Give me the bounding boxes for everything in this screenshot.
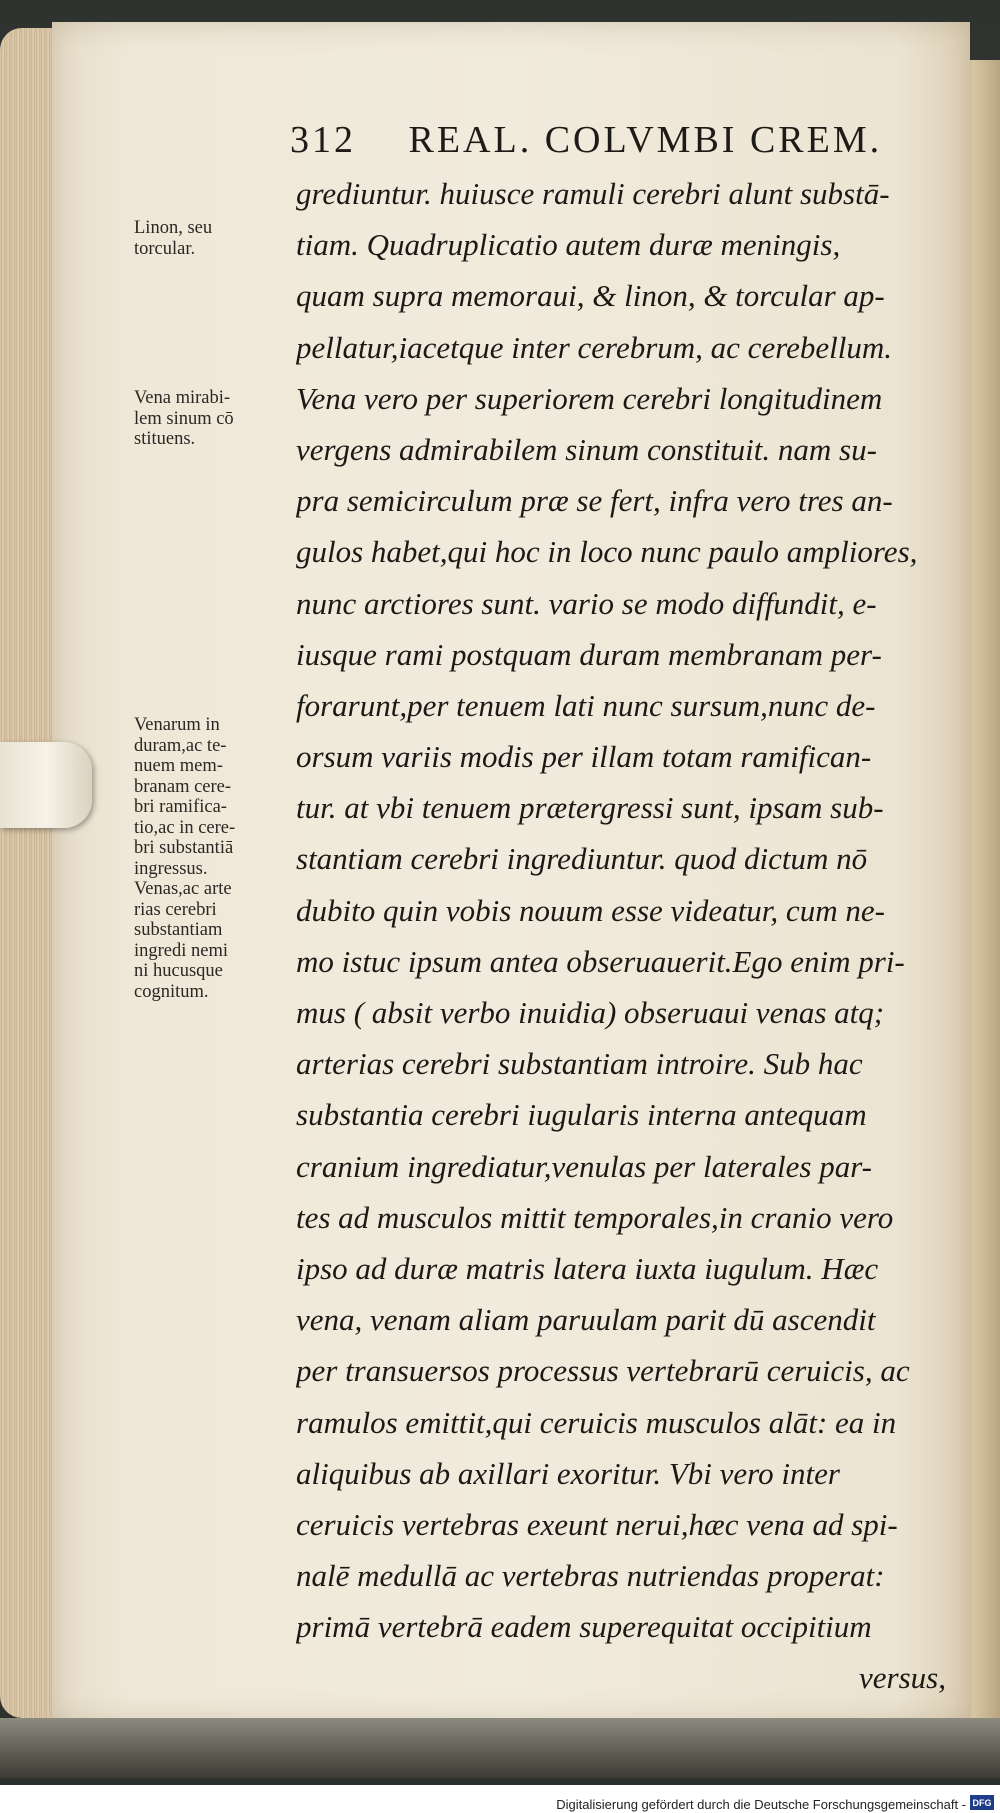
dfg-logo-icon [970, 1795, 994, 1810]
margin-note-line: ingressus. [134, 858, 208, 879]
text-line: dubito quin vobis nouum esse videatur, cum ne- [296, 892, 885, 928]
text-line: mo istuc ipsum antea obseruauerit.Ego enim pri- [296, 943, 905, 979]
page-number: 312 [290, 119, 356, 161]
body-text [296, 168, 956, 1704]
text-line: grediuntur. huiusce ramuli cerebri alunt substā- [296, 176, 890, 211]
text-line: ramulos emittit,qui ceruicis musculos alāt: ea in [296, 1404, 897, 1440]
margin-note-line: Venas,ac arte [134, 879, 232, 899]
running-title: REAL. COLVMBI CREM. [408, 119, 883, 161]
text-line: tur. at vbi tenuem prætergressi sunt, ipsam sub- [296, 790, 884, 826]
margin-note-line: Venarum in [134, 715, 220, 735]
margin-note-line: rias cerebri [134, 899, 217, 920]
text-line: quam supra memoraui, & linon, & torcular ap- [296, 278, 885, 314]
book-bottom-band [0, 1718, 1000, 1778]
text-line: mus ( absit verbo inuidia) obseruaui venas atq; [296, 995, 885, 1030]
margin-note-line: duram,ac te- [134, 735, 227, 756]
text-line: vergens admirabilem sinum constituit. nam su- [296, 431, 877, 467]
text-line: aliquibus ab axillari exoritur. Vbi vero inter [296, 1455, 840, 1491]
text-line: per transuersos processus vertebrarū ceruicis, ac [296, 1353, 910, 1389]
margin-note-line: ni hucusque [134, 961, 223, 981]
text-line: ceruicis vertebras exeunt nerui,hæc vena ad spi- [296, 1506, 898, 1542]
text-line: iusque rami postquam duram membranam per- [296, 636, 882, 672]
margin-note-line: substantiam [134, 920, 223, 940]
text-line: cranium ingrediatur,venulas per laterales par- [296, 1148, 872, 1184]
margin-note [134, 388, 234, 450]
text-line: primā vertebrā eadem superequitat occipitium [296, 1609, 872, 1645]
text-line: nunc arctiores sunt. vario se modo diffundit, e- [296, 585, 877, 621]
text-line: nalē medullā ac vertebras nutriendas properat: [296, 1558, 885, 1594]
margin-note-line: Linon, seu [134, 218, 213, 238]
text-line: pellatur,iacetque inter cerebrum, ac cerebellum. [296, 329, 892, 365]
text-line: gulos habet,qui hoc in loco nunc paulo ampliores, [296, 534, 918, 570]
margin-note-line: bri ramifica- [134, 797, 227, 817]
funding-credit: Digitalisierung gefördert durch die Deutsche Forschungsgemeinschaft - [556, 1797, 966, 1812]
margin-note [134, 715, 235, 1002]
margin-note-line: torcular. [134, 238, 196, 259]
text-line: stantiam cerebri ingrediuntur. quod dictum nō [296, 841, 868, 877]
margin-note-line: nuem mem- [134, 756, 223, 776]
text-line: Vena vero per superiorem cerebri longitudinem [296, 380, 883, 416]
text-line: ipso ad duræ matris latera iuxta iugulum. Hæc [296, 1250, 879, 1286]
text-line: vena, venam aliam paruulam parit dū ascendit [296, 1302, 876, 1338]
text-line: forarunt,per tenuem lati nunc sursum,nunc de- [296, 687, 876, 723]
catchword-line: versus, [859, 1660, 946, 1696]
margin-note-line: stituens. [134, 429, 196, 449]
running-header [290, 118, 882, 162]
text-line: tes ad musculos mittit temporales,in cranio vero [296, 1199, 894, 1235]
text-line: tiam. Quadruplicatio autem duræ meningis, [296, 227, 841, 263]
text-line: arterias cerebri substantiam introire. Sub hac [296, 1046, 863, 1082]
page-clip [0, 742, 92, 828]
text-line: orsum variis modis per illam totam ramifican- [296, 739, 872, 775]
text-line: substantia cerebri iugularis interna antequam [296, 1097, 867, 1133]
margin-note-line: bri substantiā [134, 838, 234, 858]
margin-note-line: ingredi nemi [134, 940, 229, 961]
margin-note-line: tio,ac in cere- [134, 817, 236, 838]
margin-note-line: lem sinum cō [134, 408, 234, 429]
margin-note-line: branam cere- [134, 776, 232, 797]
margin-note-line: Vena mirabi- [134, 388, 231, 408]
margin-note [134, 218, 212, 259]
text-line: pra semicirculum præ se fert, infra vero tres an- [296, 483, 893, 519]
margin-note-line: cognitum. [134, 981, 209, 1002]
dfg-logo-text: DFG [972, 1798, 992, 1808]
